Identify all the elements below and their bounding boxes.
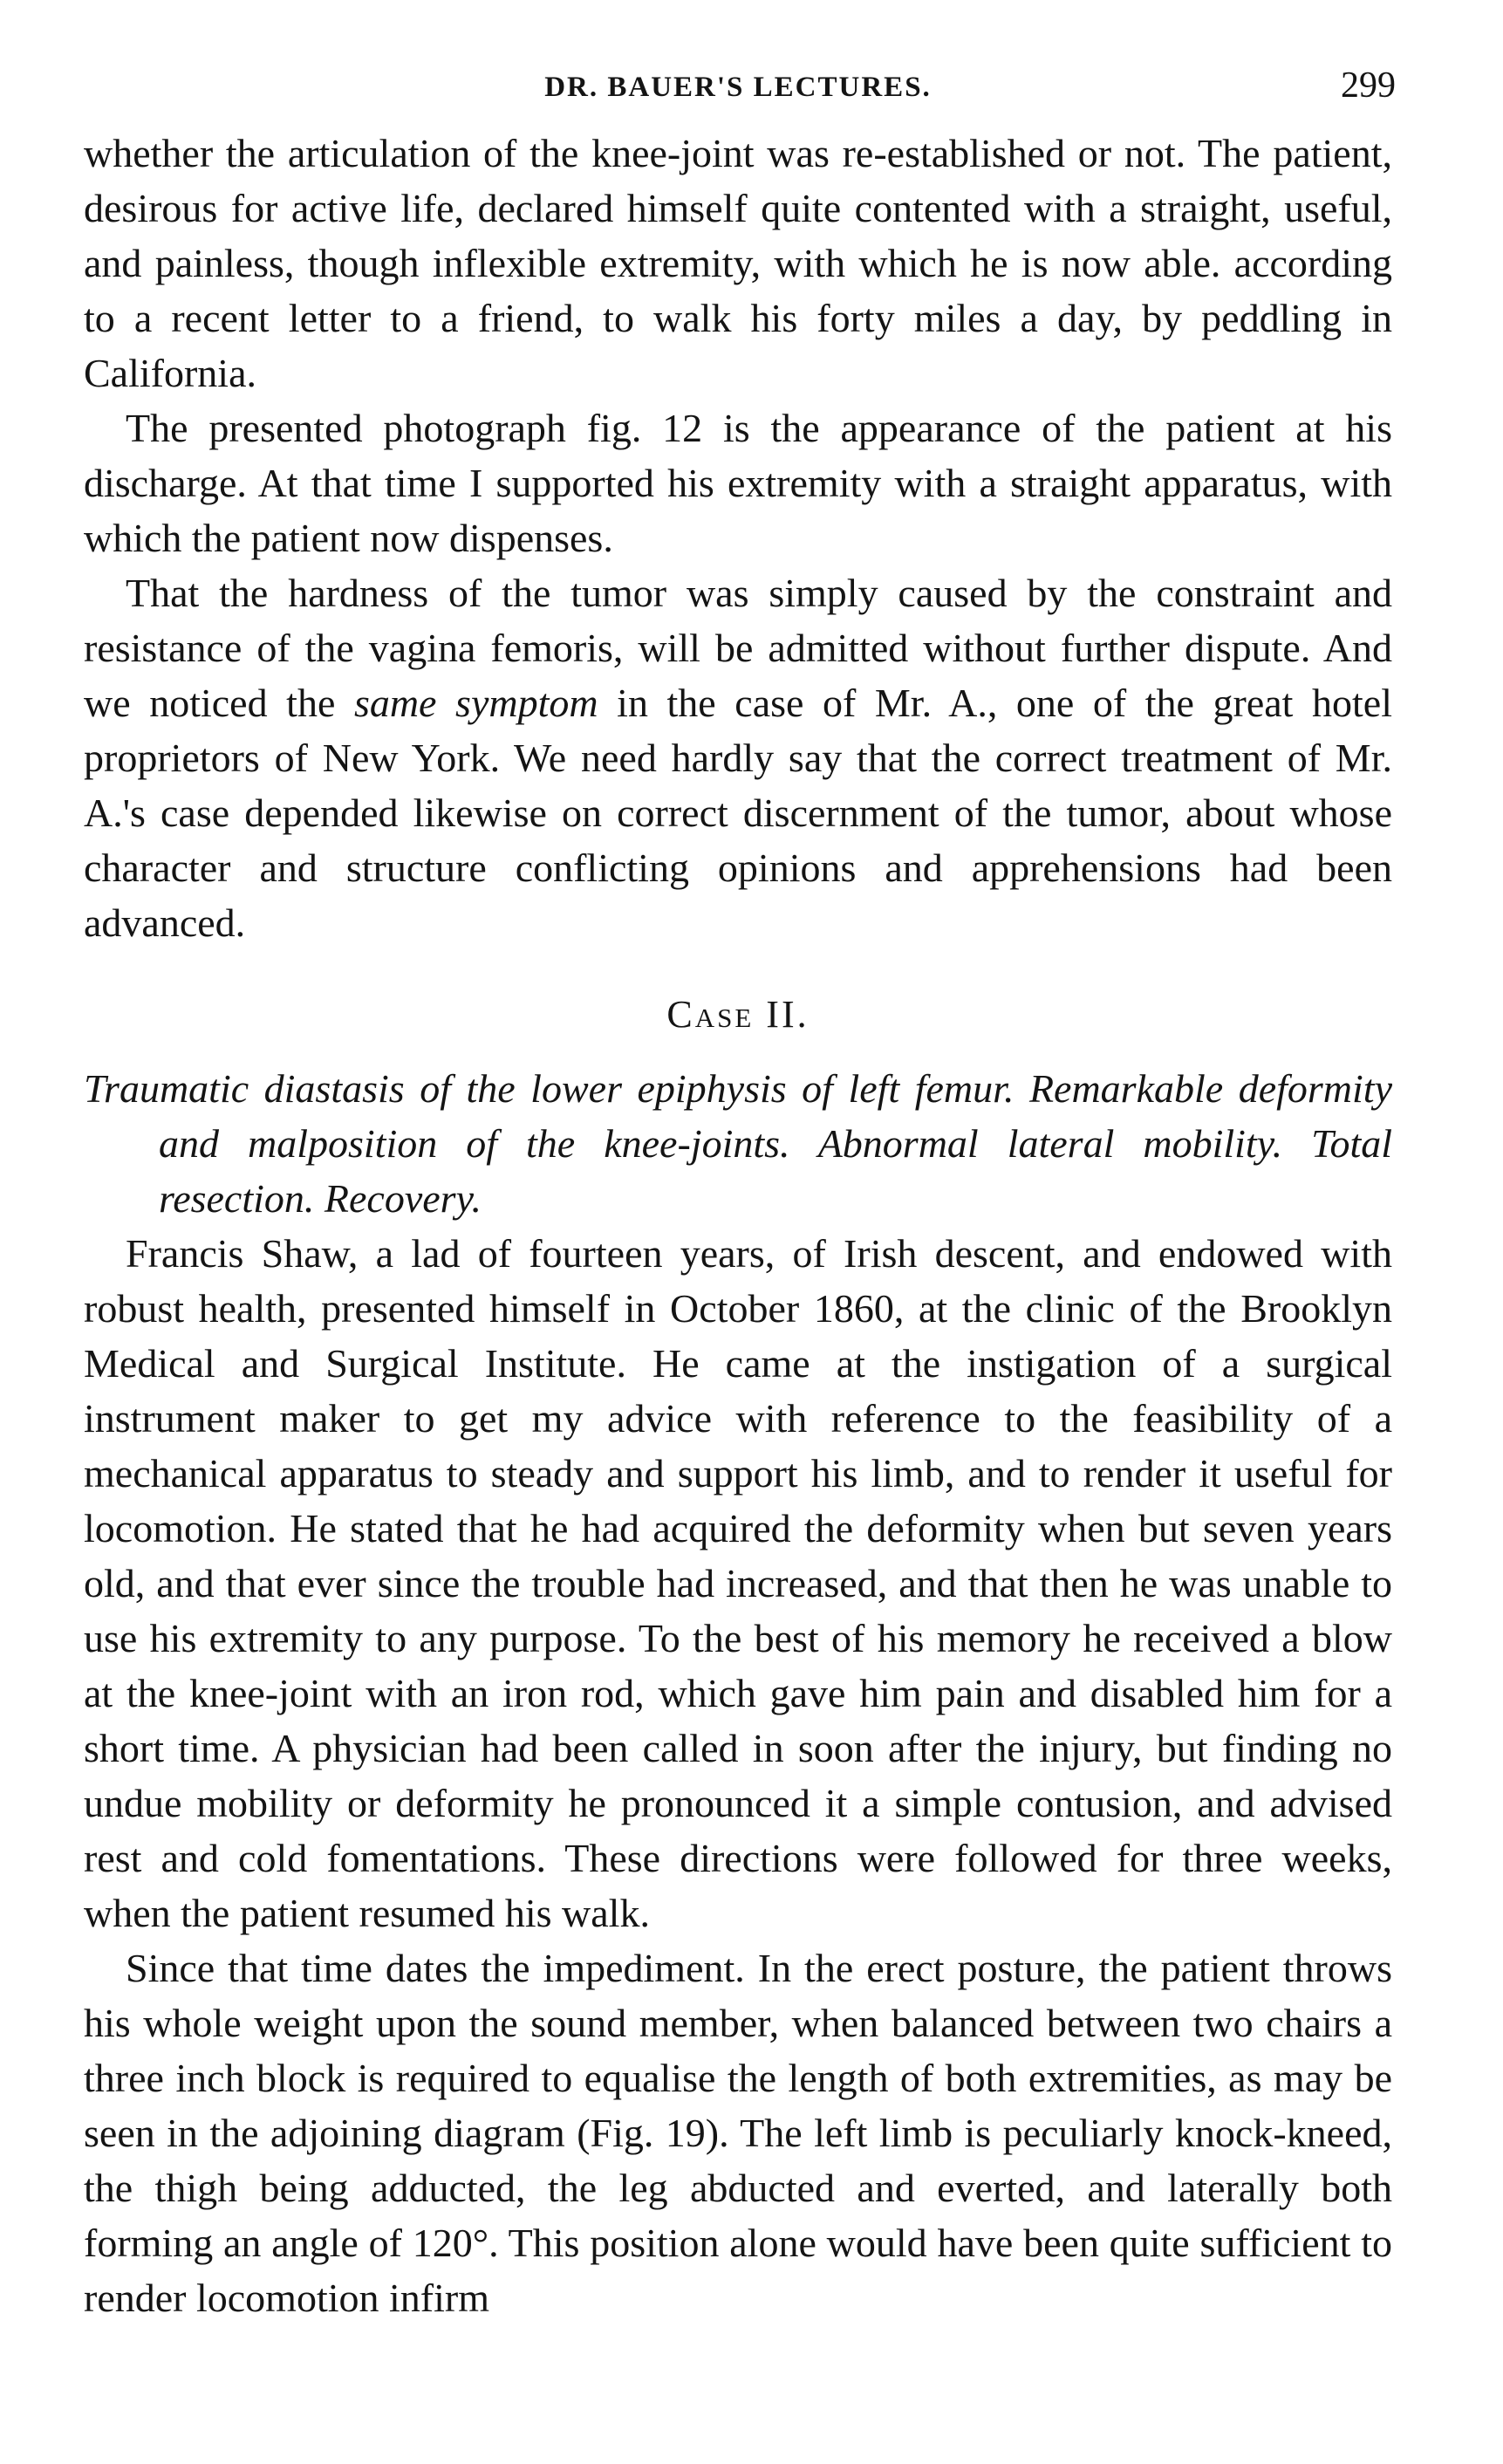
paragraph: The presented photograph fig. 12 is the appearance of the patient at his discharge. At that time I supported his extremity with a straight apparatus, with which the patient now dispenses. [84, 406, 1392, 560]
case-subtitle: Traumatic diastasis of the lower epiphysis of left femur. Remarkable deformity and malposition of the knee-joints. Abnormal lateral mobility. Total resection. Recovery. [84, 1066, 1392, 1221]
paragraph-text: in the case of Mr. A., one of the great hotel proprietors of New York. We need hardly say that the correct treatment of Mr. A.'s case depended likewise on correct discernment of the tumor, about whose character and structure conflicting opinions and apprehensions had been advanced. [84, 681, 1393, 945]
page-number: 299 [1341, 65, 1396, 106]
italic-phrase: same symptom [353, 681, 598, 725]
paragraph-text: That the hardness of the tumor was simply caused by the constraint and resistance of the vagina femoris, will be admitted without further dispute. And we noticed the [84, 571, 1392, 725]
running-title: DR. BAUER'S LECTURES. [544, 72, 932, 103]
paragraph: Francis Shaw, a lad of fourteen years, of Irish descent, and endowed with robust health, presented himself in October 1860, at the clinic of the Brooklyn Medical and Surgical Institute. He came at the instigation of a surgical instrument maker to get my advice with reference to the feasibility of a mechanical apparatus to steady and support his limb, and to render it useful for locomotion. He stated that he had acquired the deformity when but seven years old, and that ever since the trouble had increased, and that then he was unable to use his extremity to any purpose. To the best of his memory he received a blow at the knee-joint with an iron rod, which gave him pain and disabled him for a short time. A physician had been called in soon after the injury, but finding no undue mobility or deformity he pronounced it a simple contusion, and advised rest and cold fomentations. These directions were followed for three weeks, when the patient resumed his walk. [84, 1231, 1392, 1935]
running-head [84, 61, 1396, 126]
case-heading: Case II. [666, 993, 810, 1036]
paragraph: Since that time dates the impediment. In the erect posture, the patient throws his whole weight upon the sound member, when balanced between two chairs a three inch block is required to equalise the length of both extremities, as may be seen in the adjoining diagram (Fig. 19). The left limb is peculiarly knock-kneed, the thigh being adducted, the leg abducted and everted, and laterally both forming an angle of 120°. This position alone would have been quite sufficient to render locomotion infirm [84, 1946, 1392, 2320]
book-page [84, 61, 1396, 2325]
paragraph: whether the articulation of the knee-joint was re-established or not. The patient, desirous for active life, declared himself quite contented with a straight, useful, and painless, though inflexible extremity, with which he is now able. according to a recent letter to a friend, to walk his forty miles a day, by peddling in California. [84, 131, 1392, 395]
paragraph [84, 565, 1392, 950]
